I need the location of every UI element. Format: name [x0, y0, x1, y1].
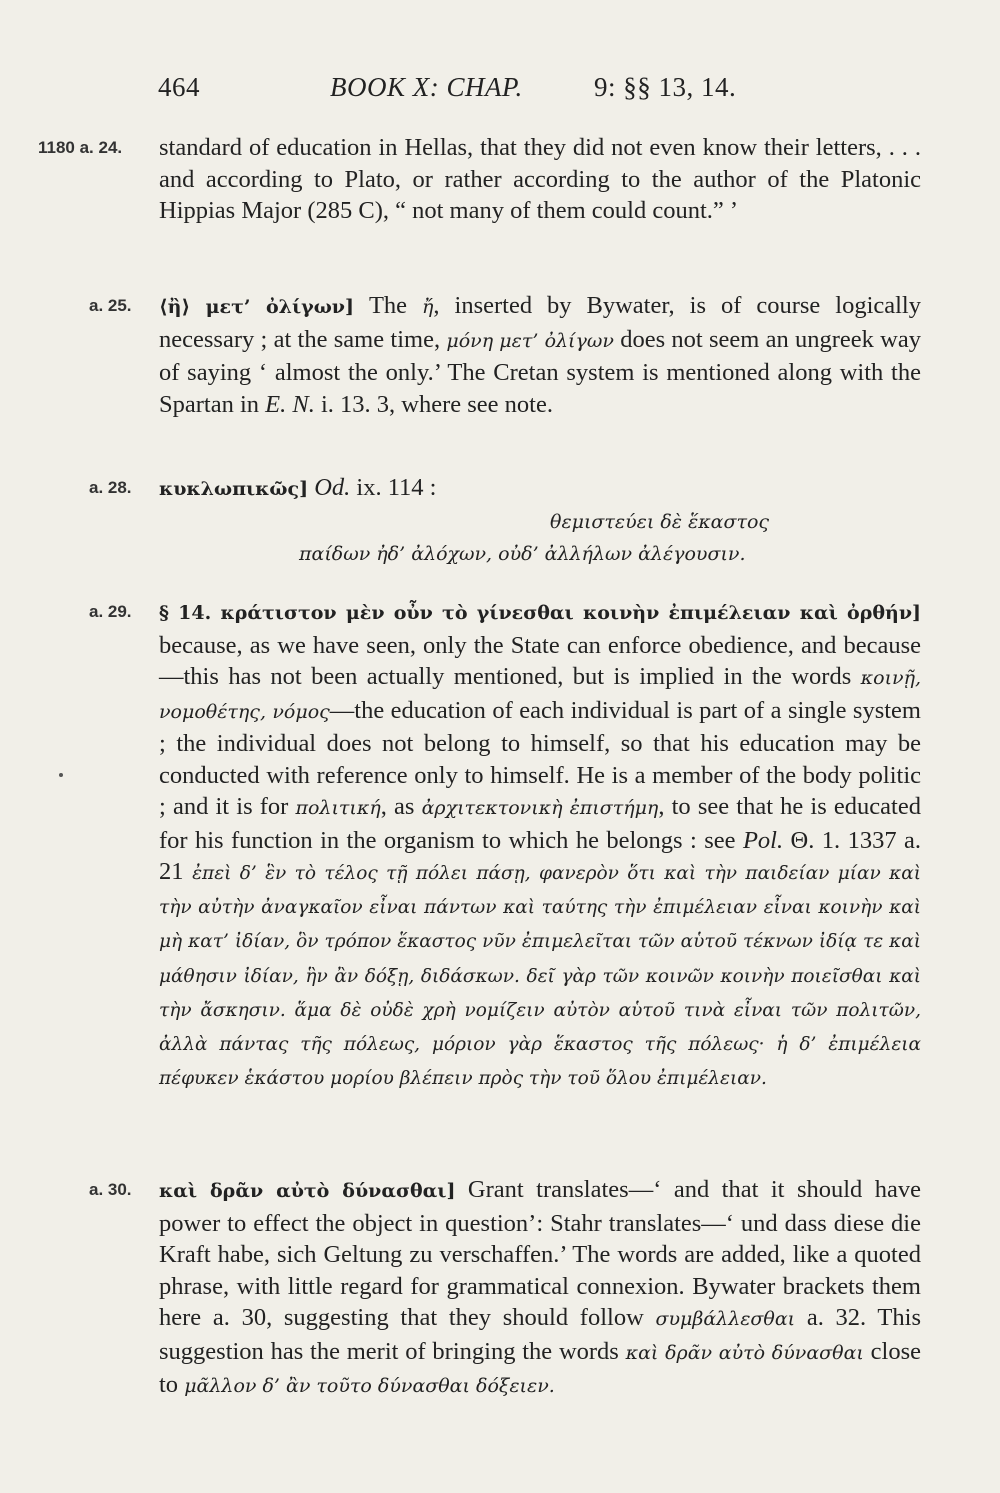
- text-run: , as: [380, 793, 422, 820]
- text-run: Θ. 1. 1337 a. 21: [159, 826, 921, 885]
- greek-phrase: ἀρχιτεκτονικὴ ἐπιστήμη: [421, 797, 659, 819]
- italic-citation: Pol.: [742, 826, 784, 854]
- line-reference: a. 25.: [89, 296, 132, 315]
- running-header: [158, 72, 778, 112]
- text-run: ix. 114 :: [350, 474, 437, 501]
- text-run: Grant translates—‘ and that it should have power to effect the object in question’: Stahr translates—‘ und dass diese die Kraft habe, sich Geltung zu verschaffen.’ The words are added, like a quoted phrase, with little regard for grammatical connexion. Bywater brackets them here a. 30, suggesting that they should follow: [159, 1176, 922, 1331]
- italic-citation: E. N.: [265, 390, 315, 418]
- ink-speck: [59, 773, 63, 777]
- greek-word: συμβάλλεσθαι: [655, 1308, 796, 1330]
- text-run: —the education of each individual is part of a single system ; the individual does not belong to himself, so that his education may be conducted with reference only to himself. He is a member of the body politic ; and it is for: [159, 696, 921, 820]
- text-run: because, as we have seen, only the State can enforce obedience, and because—this has not been actually mentioned, but is implied in the words: [159, 631, 921, 690]
- text-run: a. 32. This suggestion has the merit of bringing the words: [159, 1304, 921, 1365]
- text-run: close to: [159, 1337, 921, 1398]
- greek-quotation: ἐπεὶ δ’ ἓν τὸ τέλος τῇ πόλει πάσῃ, φανερὸν ὅτι καὶ τὴν παιδείαν μίαν καὶ τὴν αὐτὴν ἀναγκαῖον εἶναι πάντων καὶ ταύτης τὴν ἐπιμέλειαν εἶναι κοινὴν καὶ μὴ κατ’ ἰδίαν, ὃν τρόπον ἕκαστος νῦν ἐπιμελεῖται τῶν αὑτοῦ τέκνων ἰδίᾳ τε καὶ μάθησιν ἰδίαν, ἣν ἂν δόξῃ, διδάσκων. δεῖ γὰρ τῶν κοινῶν κοινὴν ποιεῖσθαι καὶ τὴν ἄσκησιν. ἅμα δὲ οὐδὲ χρὴ νομίζειν αὐτὸν αὑτοῦ τινὰ εἶναι τῶν πολιτῶν, ἀλλὰ πάντας τῆς πόλεως, μόριον γὰρ ἕκαστος τῆς πόλεως· ἡ δ’ ἐπιμέλεια πέφυκεν ἑκάστου μορίου βλέπειν πρὸς τὴν τοῦ ὅλου ἐπιμέλειαν.: [159, 863, 921, 1090]
- line-reference: a. 30.: [89, 1180, 132, 1199]
- italic-citation: Od.: [314, 474, 351, 501]
- lemma: κυκλωπικῶς]: [159, 478, 309, 500]
- text-run: The: [353, 292, 423, 319]
- note-text: standard of education in Hellas, that they did not even know their letters, . . . and according to Plato, or rather according to the author of the Platonic Hippias Major (285 C), “ not many of them could count.” ’: [159, 134, 921, 224]
- note-body: [159, 290, 921, 420]
- book-chapter-title: BOOK X: CHAP.: [330, 72, 523, 102]
- line-reference: 1180 a. 24.: [38, 138, 123, 157]
- lemma: καὶ δρᾶν αὐτὸ δύνασθαι]: [159, 1180, 456, 1202]
- greek-phrase: μᾶλλον δ’ ἂν τοῦτο δύνασθαι δόξειεν.: [184, 1375, 555, 1397]
- section-marks: 9: §§ 13, 14.: [594, 72, 737, 102]
- text-run: , to see that he is educated for his function in the organism to which he belongs : see: [159, 793, 921, 854]
- page-number: 464: [158, 72, 200, 102]
- text-run: , inserted by Bywater, is of course logically necessary ; at the same time,: [159, 292, 921, 353]
- line-reference: a. 29.: [89, 602, 132, 621]
- verse-line: παίδων ἠδ’ ἀλόχων, οὐδ’ ἀλλήλων ἀλέγουσιν.: [299, 543, 746, 565]
- greek-word: πολιτική: [295, 797, 381, 819]
- text-run: does not seem an ungreek way of saying ‘ almost the only.’ The Cretan system is mentioned along with the Spartan in: [159, 325, 922, 418]
- note-body: [159, 1174, 921, 1403]
- line-reference: a. 28.: [89, 478, 132, 497]
- greek-word: ἤ: [422, 296, 434, 318]
- lemma: § 14. κράτιστον μὲν οὖν τὸ γίνεσθαι κοινὴν ἐπιμέλειαν καὶ ὀρθήν]: [159, 602, 921, 624]
- text-run: i. 13. 3, where see note.: [314, 390, 553, 418]
- verse-line: θεμιστεύει δὲ ἕκαστος: [550, 511, 770, 533]
- note-body: [159, 472, 921, 506]
- greek-phrase: κοινῇ, νομοθέτης, νόμος: [159, 667, 921, 723]
- greek-phrase: μόνη μετ’ ὀλίγων: [446, 329, 614, 352]
- lemma: ⟨ἢ⟩ μετ’ ὀλίγων]: [159, 296, 354, 318]
- greek-phrase: καὶ δρᾶν αὐτὸ δύνασθαι: [625, 1341, 864, 1364]
- note-body: [159, 596, 921, 1095]
